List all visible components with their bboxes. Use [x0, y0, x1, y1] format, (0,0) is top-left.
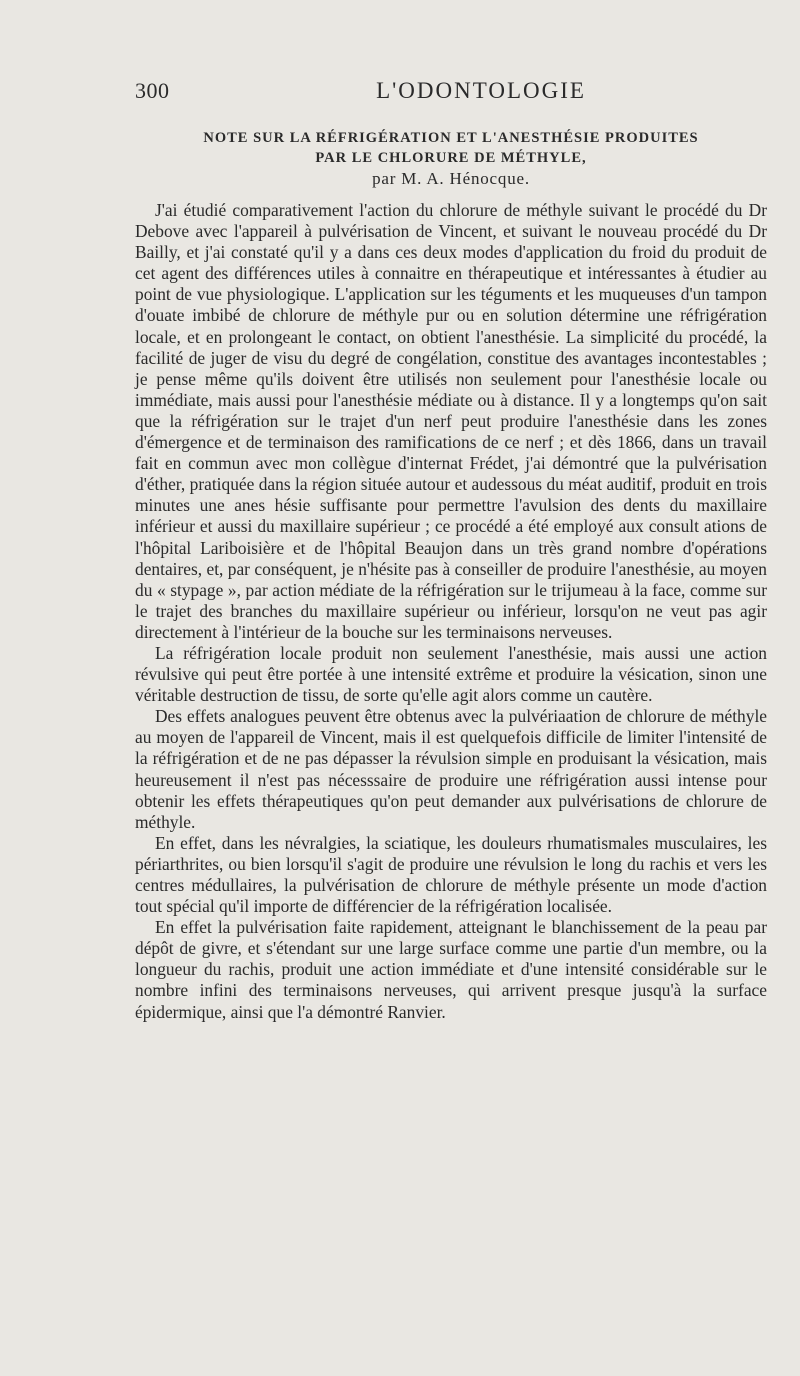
paragraph: Des effets analogues peuvent être obtenus avec la pulvériaation de chlorure de méthyle au moyen de l'appareil de Vincent, mais il est quelquefois difficile de limiter l'intensité de la réfrigération et de ne pas dépasser la révulsion simple en produisant la vésication, mais heureusement il n'est pas nécesssaire de produire une réfrigération aussi intense pour obtenir les effets thérapeutiques qu'on peut demander aux pulvérisations de chlorure de méthyle.: [135, 706, 767, 832]
article-title: [135, 128, 767, 168]
paragraph: En effet, dans les névralgies, la sciatique, les douleurs rhumatismales musculaires, les périarthrites, ou bien lorsqu'il s'agit de produire une révulsion le long du rachis et vers les centres médullaires, la pulvérisation de chlorure de méthyle présente un mode d'action tout spécial qu'il importe de différencier de la réfrigération localisée.: [135, 832, 767, 917]
article-title-line-2: PAR LE CHLORURE DE MÉTHYLE,: [315, 150, 587, 166]
article-byline: par M. A. Hénocque.: [372, 169, 530, 188]
article-title-line-1: NOTE SUR LA RÉFRIGÉRATION ET L'ANESTHÉSIE PRODUITES: [203, 130, 699, 146]
running-title: L'ODONTOLOGIE: [376, 78, 586, 103]
paragraph: J'ai étudié comparativement l'action du chlorure de méthyle suivant le procédé du Dr Debove avec l'appareil à pulvérisation de Vincent, et suivant le nouveau procédé du Dr Bailly, et j'ai constaté qu'il y a dans ces deux modes d'application du froid du produit de cet agent des différences utiles à connaitre en thérapeutique et intéressantes à étudier au point de vue physiologique. L'application sur les téguments et les muqueuses d'un tampon d'ouate imbibé de chlorure de méthyle pur ou en solution détermine une réfrigération locale, et en prolongeant le contact, on obtient l'anesthésie. La simplicité du procédé, la facilité de juger de visu du degré de congélation, constitue des avantages incontestables ; je pense même qu'ils doivent être utilisés non seulement pour l'anesthésie locale ou immédiate, mais aussi pour l'anesthésie médiate ou à distance. Il y a longtemps qu'on sait que la réfrigération sur le trajet d'un nerf peut produire l'anesthésie dans les zones d'émergence et de terminaison des ramifications de ce nerf ; et dès 1866, dans un travail fait en commun avec mon collègue d'internat Frédet, j'ai démontré que la pulvérisation d'éther, pratiquée dans la région située autour et audessous du méat auditif, produit en trois minutes une anes hésie suffisante pour permettre l'avulsion des dents du maxillaire inférieur et aussi du maxillaire supérieur ; ce procédé a été employé aux consult ations de l'hôpital Lariboisière et de l'hôpital Beaujon dans un très grand nombre d'opérations dentaires, et, par conséquent, je n'hésite pas à conseiller de produire l'anesthésie, au moyen du « stypage », par action médiate de la réfrigération sur le trijumeau à la face, comme sur le trajet des branches du maxillaire supérieur ou inférieur, lorsqu'on ne veut pas agir directement à l'intérieur de la bouche sur les terminaisons nerveuses.: [135, 200, 767, 642]
page-number: 300: [135, 78, 170, 103]
article-body: [135, 200, 767, 1023]
paragraph: En effet la pulvérisation faite rapidement, atteignant le blanchissement de la peau par dépôt de givre, et s'étendant sur une large surface comme une partie d'un membre, ou la longueur du rachis, produit une action immédiate et d'une intensité considérable sur le nombre infini des terminaisons nerveuses, qui arrivent presque jusqu'à la surface épidermique, ainsi que l'a démontré Ranvier.: [135, 917, 767, 1022]
paragraph: La réfrigération locale produit non seulement l'anesthésie, mais aussi une action révulsive qui peut être portée à une intensité extrême et produire la vésication, sinon une véritable destruction de tissu, de sorte qu'elle agit alors comme un cautère.: [135, 642, 767, 706]
page-header: [135, 78, 767, 118]
